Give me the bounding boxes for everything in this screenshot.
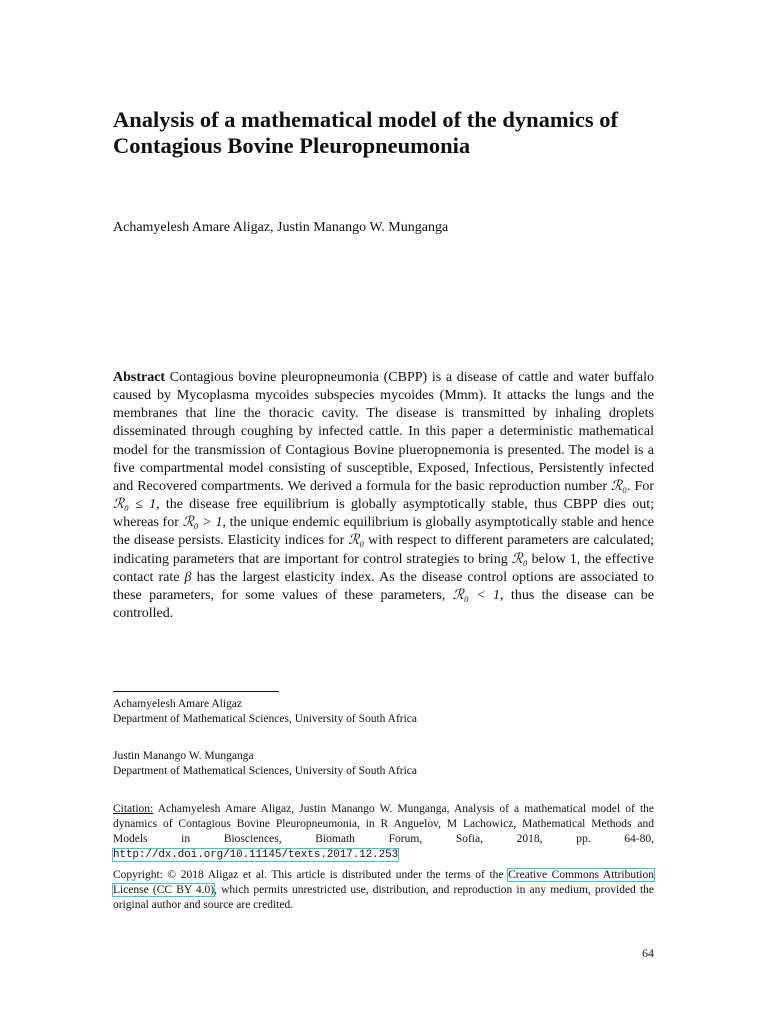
paper-title: Analysis of a mathematical model of the dynamics of Contagious Bovine Pleuropneumonia [113,107,618,158]
abstract-text: Contagious bovine pleuropneumonia (CBPP) is a disease of cattle and water buffalo caused by Mycoplasma mycoides subspecies mycoides (Mmm). It attacks the lungs and the membranes that line the thoracic cavity. The disease is transmitted by inhaling droplets disseminated through coughing by infected cattle. In this paper a deterministic mathematical model for the transmission of Contagious Bovine plueropnemonia is presented. The model is a five compartmental model consisting of susceptible, Exposed, Infectious, Persistently infected and Recovered compartments. We derived a formula for the basic reproduction number [113,370,654,494]
abstract-label: Abstract [113,370,166,385]
footnote-divider [113,691,279,692]
citation-text: Achamyelesh Amare Aligaz, Justin Manango W. Munganga, Analysis of a mathematical model of the dynamics of Contagious Bovine Pleuropneumonia, in R Anguelov, M Lachowicz, Mathematical Methods and Models in Biosciences, Biomath Forum, Sofia, 2018, pp. 64-80, [113,803,654,845]
doi-link[interactable]: http://dx.doi.org/10.11145/texts.2017.12.253 [113,849,399,861]
affiliation-name: Justin Manango W. Munganga [113,750,254,762]
math-beta: β [184,569,192,585]
math-r0: ℛ₀ [511,551,528,567]
author-list: Achamyelesh Amare Aligaz, Justin Manango W. Munganga [113,220,449,235]
affiliation-2 [113,749,654,779]
abstract-text: has the largest elasticity index. As the disease control options are associated to these parameters, for some values of these parameters, [113,569,654,603]
copyright-text: Copyright: © 2018 Aligaz et al. This article is distributed under the terms of the [113,869,509,881]
citation [113,802,654,863]
affiliation-department: Department of Mathematical Sciences, University of South Africa [113,765,418,777]
abstract [113,369,654,623]
abstract-text: , the unique endemic equilibrium is globally asymptotically stable and hence the disease persists. Elasticity indices for [113,515,654,549]
math-r0-le-1: ℛ₀ ≤ 1 [113,497,157,513]
affiliation-department: Department of Mathematical Sciences, University of South Africa [113,713,418,725]
page-number: 64 [642,946,654,960]
abstract-text: below 1, the effective contact rate [113,551,655,585]
license-link[interactable]: Creative Commons Attribution License (CC BY 4.0) [113,869,654,896]
abstract-text: with respect to different parameters are calculated; indicating parameters that are important for control strategies to bring [113,533,654,567]
copyright-notice [113,868,654,913]
math-r0: ℛ₀ [348,533,365,549]
math-r0-lt-1: ℛ₀ < 1 [452,587,501,603]
copyright-text: , which permits unrestricted use, distribution, and reproduction in any medium, provided the original author and source are credited. [113,884,654,911]
abstract-text: . For [627,478,654,494]
abstract-text: , the disease free equilibrium is globally asymptotically stable, thus CBPP dies out; whereas for [113,497,654,531]
affiliation-1 [113,697,654,727]
abstract-text: , thus the disease can be controlled. [113,587,655,622]
math-r0: ℛ₀ [611,478,628,494]
affiliation-name: Achamyelesh Amare Aligaz [113,698,243,710]
citation-label: Citation: [113,803,154,815]
math-r0-gt-1: ℛ₀ > 1 [182,515,223,531]
